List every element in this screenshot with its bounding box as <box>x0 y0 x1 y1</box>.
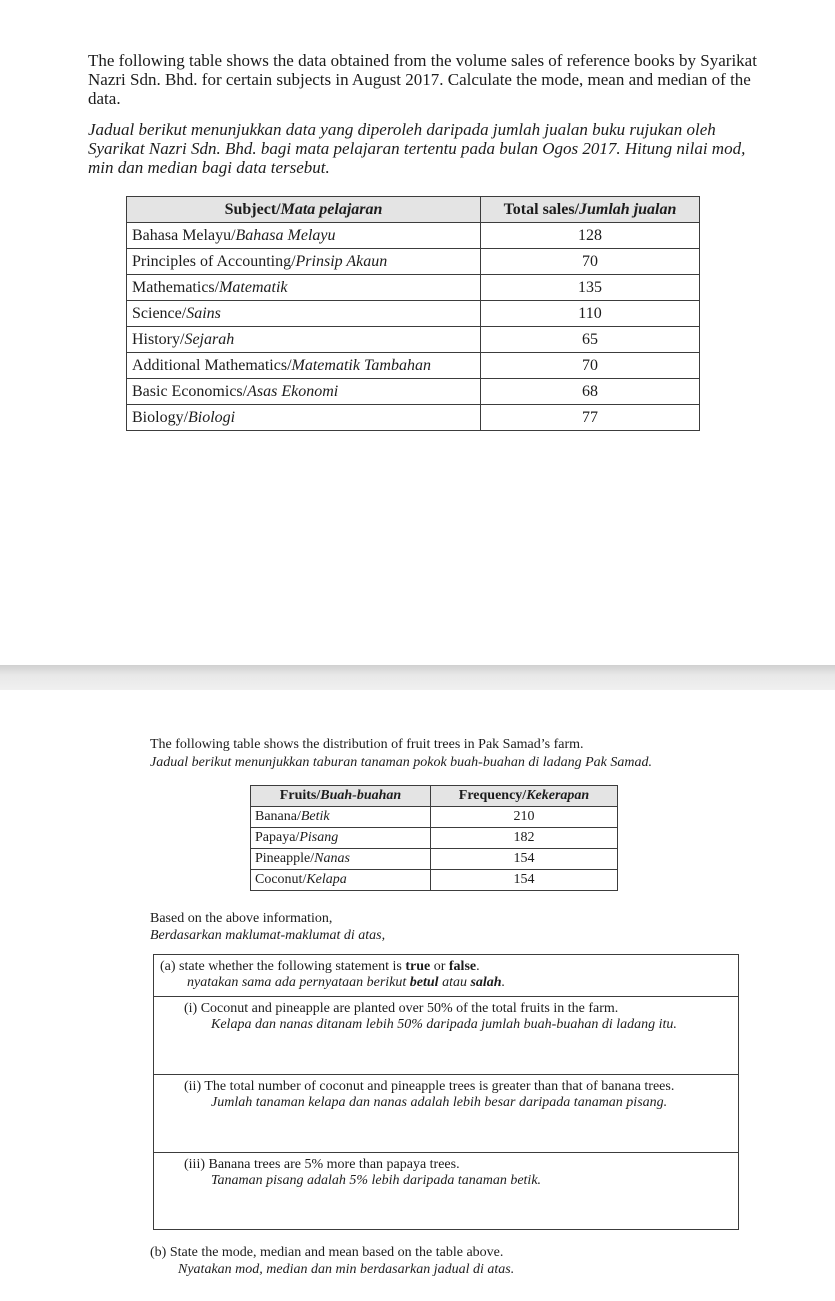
sales-cell: 128 <box>481 223 700 249</box>
fruit-cell: Papaya/Pisang <box>251 828 431 849</box>
part-a-instruction-malay: nyatakan sama ada pernyataan berikut betul atau salah. <box>187 975 506 990</box>
based-on-english: Based on the above information, <box>150 911 333 926</box>
frequency-cell: 154 <box>431 870 618 891</box>
frequency-header: Frequency/Kekerapan <box>431 786 618 807</box>
statement-label: (ii) <box>184 1079 202 1094</box>
question-2-intro-english: The following table shows the distribution of fruit trees in Pak Samad’s farm. <box>150 737 584 752</box>
statement-iii-row <box>154 1152 738 1231</box>
table-header-row <box>127 197 700 223</box>
frequency-cell: 182 <box>431 828 618 849</box>
statement-malay: Kelapa dan nanas ditanam lebih 50% daripada jumlah buah-buahan di ladang itu. <box>211 1017 677 1032</box>
table-row <box>127 379 700 405</box>
frequency-cell: 154 <box>431 849 618 870</box>
question-1-intro-malay: Jadual berikut menunjukkan data yang diperoleh daripada jumlah jualan buku rujukan oleh Syarikat Nazri Sdn. Bhd. bagi mata pelajaran tertentu pada bulan Ogos 2017. Hitung nilai mod, min dan median bagi data tersebut. <box>88 120 746 177</box>
subject-cell: Mathematics/Matematik <box>127 275 481 301</box>
sales-cell: 65 <box>481 327 700 353</box>
subject-cell: Biology/Biologi <box>127 405 481 431</box>
part-a-answer-box <box>153 954 739 1230</box>
table-row <box>251 870 618 891</box>
statement-english: Banana trees are 5% more than papaya trees. <box>208 1157 460 1172</box>
subject-cell: Additional Mathematics/Matematik Tambahan <box>127 353 481 379</box>
subject-header: Subject/Mata pelajaran <box>127 197 481 223</box>
fruits-header: Fruits/Buah-buahan <box>251 786 431 807</box>
based-on-malay: Berdasarkan maklumat-maklumat di atas, <box>150 928 386 943</box>
part-b-malay: Nyatakan mod, median dan min berdasarkan jadual di atas. <box>178 1262 515 1277</box>
page-divider <box>0 665 835 690</box>
statement-label: (i) <box>184 1001 198 1016</box>
statement-label: (iii) <box>184 1157 205 1172</box>
table-row <box>127 405 700 431</box>
table-row <box>127 249 700 275</box>
fruit-cell: Pineapple/Nanas <box>251 849 431 870</box>
statement-english: The total number of coconut and pineapple trees is greater than that of banana trees. <box>204 1079 675 1094</box>
question-2-intro-malay: Jadual berikut menunjukkan taburan tanaman pokok buah-buahan di ladang Pak Samad. <box>150 755 652 770</box>
statement-ii-row <box>154 1074 738 1153</box>
part-a-instruction-english: (a) state whether the following statement is true or false. <box>160 959 480 974</box>
table-row <box>127 353 700 379</box>
statement-i-row <box>154 996 738 1075</box>
sales-cell: 135 <box>481 275 700 301</box>
fruit-cell: Coconut/Kelapa <box>251 870 431 891</box>
table-row <box>127 327 700 353</box>
subject-cell: History/Sejarah <box>127 327 481 353</box>
table-row <box>251 849 618 870</box>
sales-cell: 70 <box>481 249 700 275</box>
frequency-cell: 210 <box>431 807 618 828</box>
sales-cell: 110 <box>481 301 700 327</box>
table-row <box>127 301 700 327</box>
question-1-intro-english: The following table shows the data obtained from the volume sales of reference books by Syarikat Nazri Sdn. Bhd. for certain subjects in August 2017. Calculate the mode, mean and median of the data. <box>88 51 757 108</box>
bottom-page <box>0 690 835 1301</box>
fruit-trees-table <box>250 785 618 891</box>
subject-cell: Science/Sains <box>127 301 481 327</box>
statement-malay: Jumlah tanaman kelapa dan nanas adalah lebih besar daripada tanaman pisang. <box>211 1095 668 1110</box>
sales-cell: 77 <box>481 405 700 431</box>
statement-malay: Tanaman pisang adalah 5% lebih daripada tanaman betik. <box>211 1173 542 1188</box>
subject-cell: Principles of Accounting/Prinsip Akaun <box>127 249 481 275</box>
statement-english: Coconut and pineapple are planted over 50% of the total fruits in the farm. <box>200 1001 619 1016</box>
subject-cell: Basic Economics/Asas Ekonomi <box>127 379 481 405</box>
table-header-row <box>251 786 618 807</box>
book-sales-table <box>126 196 700 431</box>
part-b-english: (b) State the mode, median and mean based on the table above. <box>150 1245 504 1260</box>
total-sales-header: Total sales/Jumlah jualan <box>481 197 700 223</box>
table-row <box>127 275 700 301</box>
table-row <box>251 828 618 849</box>
sales-cell: 70 <box>481 353 700 379</box>
fruit-cell: Banana/Betik <box>251 807 431 828</box>
part-a-instruction <box>160 959 730 991</box>
table-row <box>251 807 618 828</box>
subject-cell: Bahasa Melayu/Bahasa Melayu <box>127 223 481 249</box>
sales-cell: 68 <box>481 379 700 405</box>
table-row <box>127 223 700 249</box>
